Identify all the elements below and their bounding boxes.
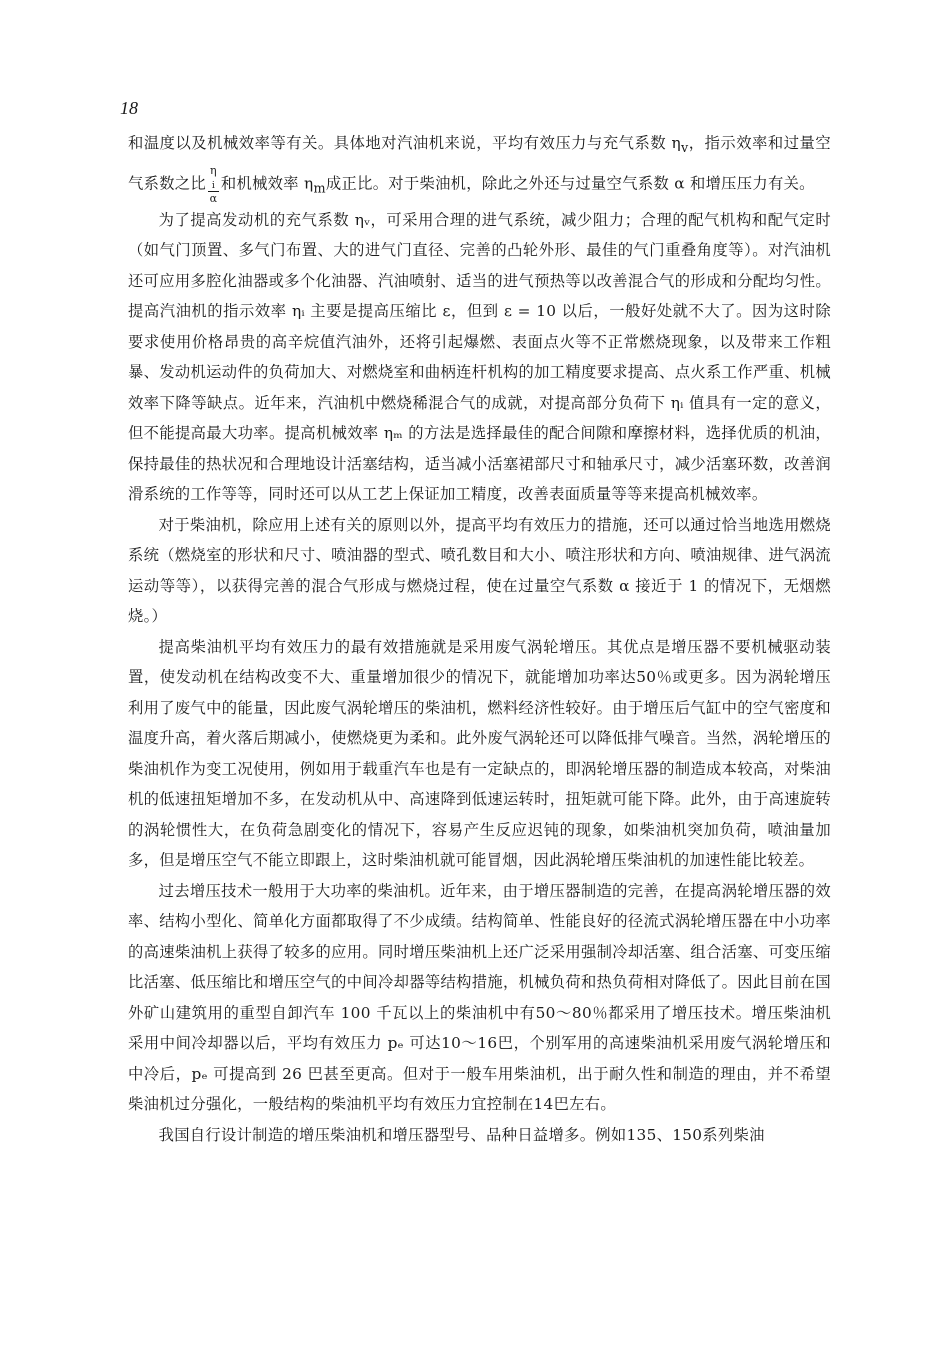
p1-sub-a: v [681,141,689,157]
paragraph-6: 我国自行设计制造的增压柴油机和增压器型号、品种日益增多。例如135、150系列柴油 [158,1125,765,1144]
paragraph-3: 对于柴油机，除应用上述有关的原则以外，提高平均有效压力的措施，还可以通过恰当地选用燃烧系统（燃烧室的形状和尺寸、喷油器的型式、喷孔数目和大小、喷注形状和方向、喷油规律、进气涡流运动等等），以获得完善的混合气形成与燃烧过程，使在过量空气系数 α 接近于 1 的情况下，无烟燃烧。） [128,515,831,626]
p1-part-d: 成正比。对于柴油机，除此之外还与过量空气系数 α 和增压压力有关。 [325,174,815,193]
fraction-denominator: α [209,191,218,205]
paragraph-5: 过去增压技术一般用于大功率的柴油机。近年来，由于增压器制造的完善，在提高涡轮增压器的效率、结构小型化、简单化方面都取得了不少成绩。结构简单、性能良好的径流式涡轮增压器在中小功率的高速柴油机上获得了较多的应用。同时增压柴油机上还广泛采用强制冷却活塞、组合活塞、可变压缩比活塞、低压缩比和增压空气的中间冷却器等结构措施，机械负荷和热负荷相对降低了。因此目前在国外矿山建筑用的重型自卸汽车 100 千瓦以上的柴油机中有50～80％都采用了增压技术。增压柴油机采用中间冷却器以后，平均有效压力 pₑ 可达10～16巴，个别军用的高速柴油机采用废气涡轮增压和中冷后，pₑ 可提高到 26 巴甚至更高。但对于一般车用柴油机，出于耐久性和制造的理由，并不希望柴油机过分强化，一般结构的柴油机平均有效压力宜控制在14巴左右。 [128,881,831,1114]
body-text [128,128,831,1150]
fraction-num-sub: i [211,179,216,191]
p1-part-a: 和温度以及机械效率等有关。具体地对汽油机来说，平均有效压力与充气系数 η [128,134,682,152]
p1-part-c: 和机械效率 η [220,174,314,193]
p1-sub-c: m [313,181,326,197]
p1-part-b: ，指示效率和过量空气系数之比 [128,134,831,193]
fraction-num-symbol: η [210,163,217,177]
paragraph-2: 为了提高发动机的充气系数 ηᵥ，可采用合理的进气系统，减少阻力；合理的配气机构和配气定时（如气门顶置、多气门布置、大的进气门直径、完善的凸轮外形、最佳的气门重叠角度等）。对汽油机还可应用多腔化油器或多个化油器、汽油喷射、适当的进气预热等以改善混合气的形成和分配均匀性。提高汽油机的指示效率 ηᵢ 主要是提高压缩比 ε，但到 ε = 10 以后，一般好处就不大了。因为这时除要求使用价格昂贵的高辛烷值汽油外，还将引起爆燃、表面点火等不正常燃烧现象，以及带来工作粗暴、发动机运动件的负荷加大、对燃烧室和曲柄连杆机构的加工精度要求提高、点火系工作严重、机械效率下降等缺点。近年来，汽油机中燃烧稀混合气的成就，对提高部分负荷下 ηᵢ 值具有一定的意义，但不能提高最大功率。提高机械效率 ηₘ 的方法是选择最佳的配合间隙和摩擦材料，选择优质的机油，保持最佳的热状况和合理地设计活塞结构，适当减小活塞裙部尺寸和轴承尺寸，减少活塞环数，改善润滑系统的工作等等，同时还可以从工艺上保证加工精度，改善表面质量等等来提高机械效率。 [128,210,831,504]
paragraph-4: 提高柴油机平均有效压力的最有效措施就是采用废气涡轮增压。其优点是增压器不要机械驱动装置，使发动机在结构改变不大、重量增加很少的情况下，就能增加功率达50％或更多。因为涡轮增压利用了废气中的能量，因此废气涡轮增压的柴油机，燃料经济性较好。由于增压后气缸中的空气密度和温度升高，着火落后期减小，使燃烧更为柔和。此外废气涡轮还可以降低排气噪音。当然，涡轮增压的柴油机作为变工况使用，例如用于载重汽车也是有一定缺点的，即涡轮增压器的制造成本较高，对柴油机的低速扭矩增加不多，在发动机从中、高速降到低速运转时，扭矩就可能下降。此外，由于高速旋转的涡轮惯性大，在负荷急剧变化的情况下，容易产生反应迟钝的现象，如柴油机突加负荷，喷油量加多，但是增压空气不能立即跟上，这时柴油机就可能冒烟，因此涡轮增压柴油机的加速性能比较差。 [128,637,831,870]
eta-alpha-fraction [208,165,219,204]
page-number: 18 [120,98,138,118]
fraction-numerator [208,165,219,192]
paragraph-1 [128,128,831,205]
